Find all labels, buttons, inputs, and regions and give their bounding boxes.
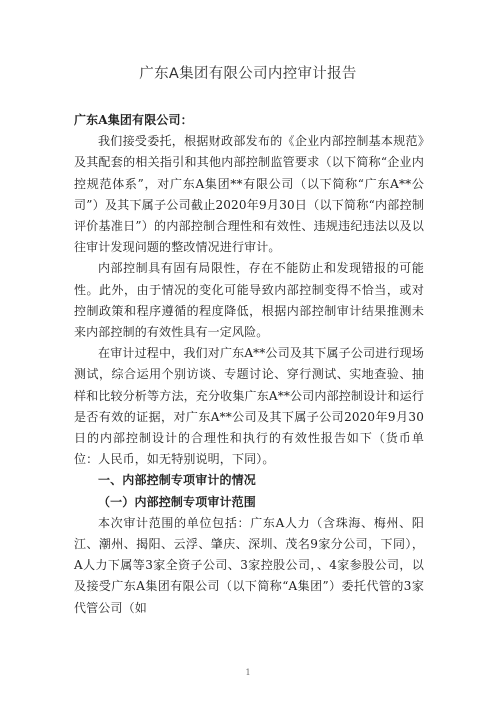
- page-number: 1: [245, 668, 251, 677]
- paragraph-engagement: 我们接受委托，根据财政部发布的《企业内部控制基本规范》及其配套的相关指引和其他内部控制监管要求（以下简称“企业内控规范体系”，对广东A集团**有限公司（以下简称“广东A**公司”）及其下属子公司截止2020年9月30日（以下简称“内部控制评价基准日”）的内部控制合理性和有效性、违规违纪违法以及以往审计发现问题的整改情况进行审计。: [74, 134, 424, 255]
- paragraph-scope: 本次审计范围的单位包括：广东A人力（含珠海、梅州、阳江、潮州、揭阳、云浮、肇庆、深圳、茂名9家分公司，下同），A人力下属等3家全资子公司、3家控股公司，、4家参股公司，以及接受广东A集团有限公司（以下简称“A集团”）委托代管的3家代管公司（如: [74, 515, 424, 615]
- paragraph-procedures: 在审计过程中，我们对广东A**公司及其下属子公司进行现场测试，综合运用个别访谈、专题讨论、穿行测试、实地查验、抽样和比较分析等方法，充分收集广东A**公司内部控制设计和运行是否有效的证据，对广东A**公司及其下属子公司2020年9月30日的内部控制设计的合理性和执行的有效性报告如下（货币单位：人民币，如无特别说明，下同）。: [74, 346, 424, 467]
- section-heading-1-1: （一）内部控制专项审计范围: [98, 494, 256, 509]
- document-title: 广东A集团有限公司内控审计报告: [139, 66, 357, 82]
- document-body: [74, 110, 424, 619]
- paragraph-limitations: 内部控制具有固有局限性，存在不能防止和发现错报的可能性。此外，由于情况的变化可能导致内部控制变得不恰当，或对控制政策和程序遵循的程度降低，根据内部控制审计结果推测未来内部控制的有效性具有一定风险。: [74, 261, 424, 340]
- section-heading-1: 一、内部控制专项审计的情况: [98, 473, 256, 488]
- salutation: 广东A集团有限公司：: [74, 113, 193, 127]
